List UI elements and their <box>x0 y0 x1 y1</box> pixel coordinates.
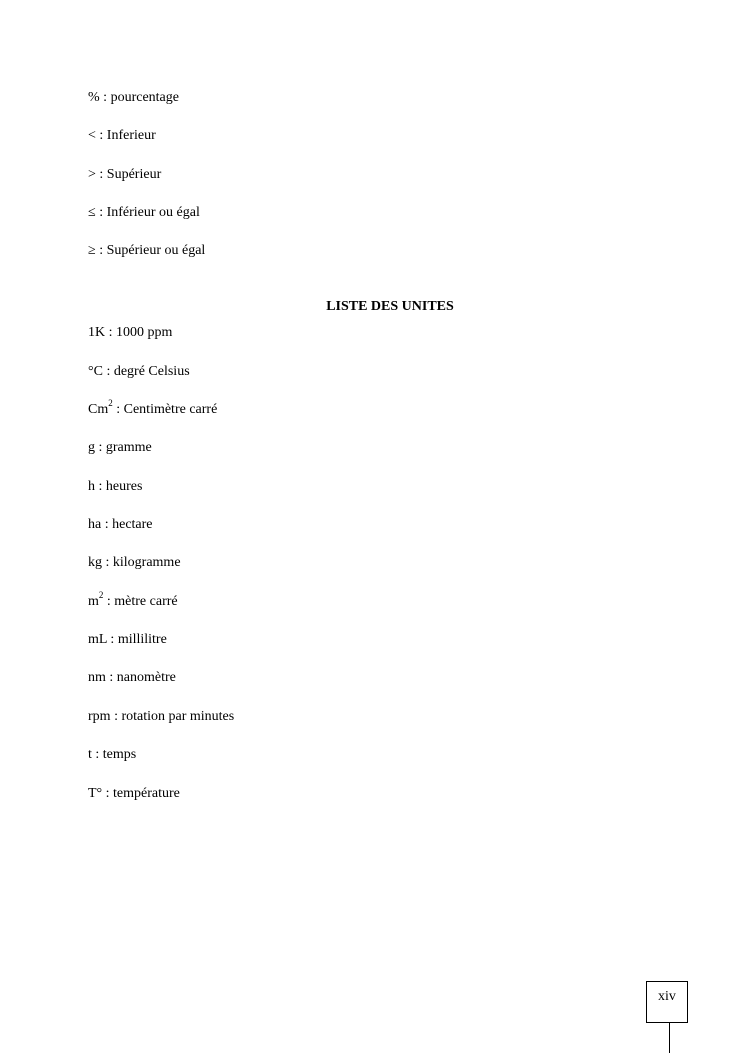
meaning: temps <box>102 747 137 762</box>
unit-entry <box>88 590 178 610</box>
unit-symbol: h <box>88 479 95 494</box>
separator: : <box>91 747 103 762</box>
separator: : <box>99 90 111 105</box>
meaning: millilitre <box>117 632 167 647</box>
unit-entry <box>88 747 136 763</box>
meaning: kilogramme <box>112 555 181 570</box>
unit-entry <box>88 670 176 686</box>
unit-symbol: t <box>88 747 92 762</box>
page-number-box <box>646 981 688 1023</box>
unit-symbol: ha <box>88 517 102 532</box>
meaning: rotation par minutes <box>121 709 235 724</box>
meaning: degré Celsius <box>113 364 190 379</box>
symbol: ≤ <box>88 205 96 220</box>
symbol: < <box>88 128 96 143</box>
separator: : <box>106 632 118 647</box>
unit-entry <box>88 709 234 725</box>
unit-entry <box>88 364 190 380</box>
separator: : <box>102 786 114 801</box>
unit-symbol: °C <box>88 364 103 379</box>
separator: : <box>105 670 117 685</box>
unit-symbol: m <box>88 594 99 609</box>
symbol-entry <box>88 167 161 183</box>
meaning: Inférieur ou égal <box>106 205 200 220</box>
separator: : <box>95 243 107 258</box>
meaning: 1000 ppm <box>116 325 173 340</box>
unit-entry <box>88 555 181 571</box>
unit-superscript: 2 <box>108 398 113 409</box>
unit-symbol: rpm <box>88 709 111 724</box>
meaning: température <box>113 786 180 801</box>
symbol-entry <box>88 90 179 106</box>
separator: : <box>112 402 124 417</box>
unit-entry <box>88 517 153 533</box>
page-number-connector-line <box>669 1023 670 1053</box>
meaning: Inferieur <box>106 128 156 143</box>
separator: : <box>103 594 115 609</box>
separator: : <box>102 555 113 570</box>
unit-symbol: Cm <box>88 402 109 417</box>
separator: : <box>105 325 117 340</box>
meaning: pourcentage <box>110 90 179 105</box>
meaning: Supérieur ou égal <box>106 243 206 258</box>
meaning: mètre carré <box>114 594 178 609</box>
unit-entry <box>88 786 180 802</box>
unit-entry <box>88 632 167 648</box>
unit-entry <box>88 325 172 341</box>
separator: : <box>95 205 107 220</box>
unit-entry <box>88 479 142 495</box>
symbol: ≥ <box>88 243 96 258</box>
meaning: Centimètre carré <box>123 402 218 417</box>
unit-symbol: T° <box>88 786 103 801</box>
meaning: gramme <box>105 440 152 455</box>
units-section-title: LISTE DES UNITES <box>326 299 454 314</box>
symbol: > <box>88 167 96 182</box>
separator: : <box>95 440 106 455</box>
unit-superscript: 2 <box>98 590 104 601</box>
separator: : <box>110 709 122 724</box>
separator: : <box>95 479 106 494</box>
separator: : <box>95 128 107 143</box>
separator: : <box>101 517 113 532</box>
meaning: heures <box>105 479 143 494</box>
separator: : <box>95 167 107 182</box>
separator: : <box>102 364 114 379</box>
unit-symbol: g <box>88 440 95 455</box>
unit-symbol: mL <box>88 632 107 647</box>
meaning: Supérieur <box>106 167 162 182</box>
unit-symbol: kg <box>88 555 102 570</box>
symbol-entry <box>88 128 156 144</box>
symbol: % <box>88 90 100 105</box>
unit-entry <box>88 398 218 418</box>
page-number: xiv <box>658 989 676 1004</box>
symbol-entry <box>88 243 205 259</box>
unit-symbol: 1K <box>88 325 106 340</box>
meaning: hectare <box>112 517 153 532</box>
unit-symbol: nm <box>88 670 106 685</box>
meaning: nanomètre <box>116 670 176 685</box>
unit-entry <box>88 440 152 456</box>
symbol-entry <box>88 205 200 221</box>
